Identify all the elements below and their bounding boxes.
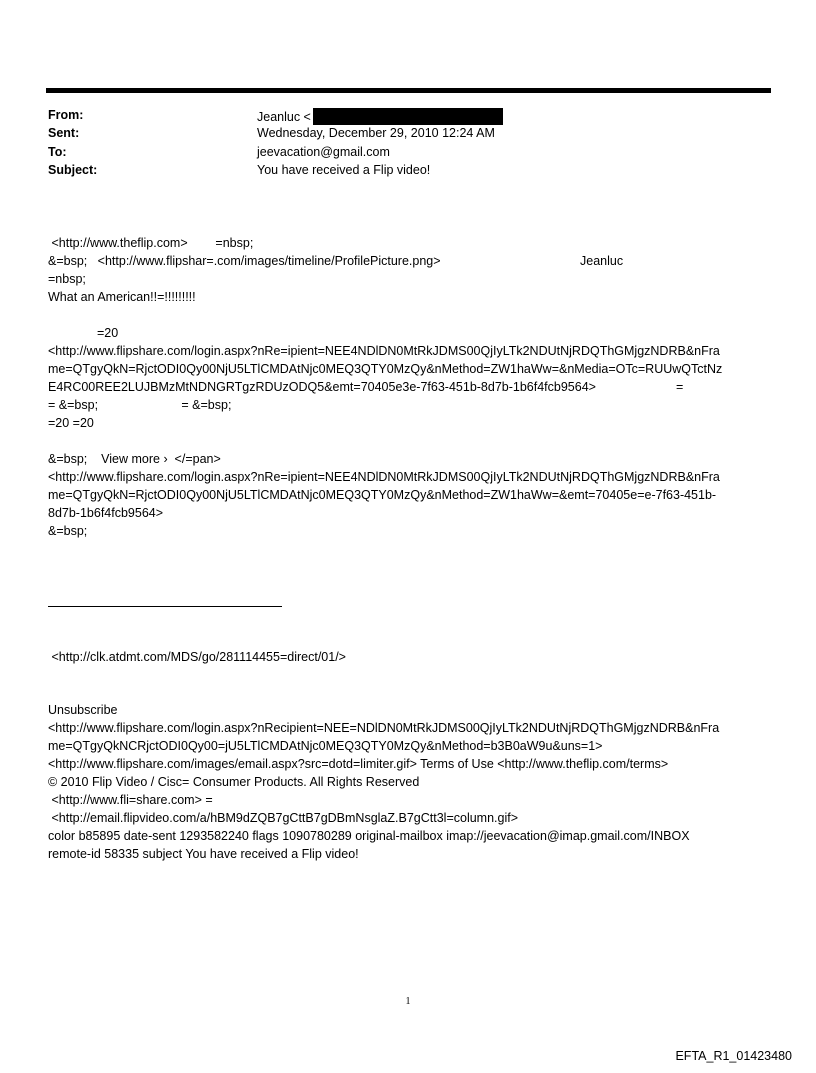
document-id: EFTA_R1_01423480 <box>675 1049 792 1063</box>
body-line: Jeanluc <box>580 254 624 268</box>
body-line: &=bsp; View more › </=pan> <box>48 452 221 466</box>
from-name: Jeanluc < <box>257 110 311 124</box>
body-line: What an American!!=!!!!!!!!! <box>48 290 196 304</box>
sent-value: Wednesday, December 29, 2010 12:24 AM <box>257 126 495 140</box>
body-line: &=bsp; <box>48 524 88 538</box>
subject-value: You have received a Flip video! <box>257 163 431 177</box>
subject-label: Subject: <box>48 163 98 177</box>
footer-line: color b85895 date-sent 1293582240 flags 1090780289 original-mailbox imap://jeevacation@imap.gmail.com/INBOX <box>48 829 690 843</box>
body-line: = <box>676 380 684 394</box>
body-line: =20 <box>97 326 119 340</box>
body-line: =20 =20 <box>48 416 94 430</box>
from-value <box>257 108 503 125</box>
page-number: 1 <box>405 996 411 1007</box>
footer-line: Unsubscribe <box>48 703 118 717</box>
footer-line: <http://www.fli=share.com> = <box>48 793 213 807</box>
footer-line: remote-id 58335 subject You have received a Flip video! <box>48 847 359 861</box>
top-rule <box>46 88 771 93</box>
to-label: To: <box>48 145 67 159</box>
redaction-box <box>313 108 503 125</box>
footer-line: <http://www.flipshare.com/images/email.aspx?src=dotd=limiter.gif> Terms of Use <http://www.theflip.com/terms> <box>48 757 669 771</box>
separator-line <box>48 606 282 607</box>
footer-line: <http://clk.atdmt.com/MDS/go/281114455=direct/01/> <box>48 650 346 664</box>
body-line: =nbsp; <box>48 272 86 286</box>
body-line: 8d7b-1b6f4fcb9564> <box>48 506 164 520</box>
body-line: <http://www.theflip.com> =nbsp; <box>48 236 254 250</box>
footer-line: <http://www.flipshare.com/login.aspx?nRecipient=NEE=NDlDN0MtRkJDMS00QjIyLTk2NDUtNjRDQThGMjgzNDRB&nFra <box>48 721 720 735</box>
footer-line: © 2010 Flip Video / Cisc= Consumer Products. All Rights Reserved <box>48 775 420 789</box>
body-line: E4RC00REE2LUJBMzMtNDNGRTgzRDUzODQ5&emt=70405e3e-7f63-451b-8d7b-1b6f4fcb9564> <box>48 380 596 394</box>
body-line: me=QTgyQkN=RjctODI0Qy00NjU5LTlCMDAtNjc0MEQ3QTY0MzQy&nMethod=ZW1haWw=&emt=70405e=e-7f63-451b- <box>48 488 717 502</box>
body-line: <http://www.flipshare.com/login.aspx?nRe=ipient=NEE4NDlDN0MtRkJDMS00QjIyLTk2NDUtNjRDQThGMjgzNDRB&nFra <box>48 470 720 484</box>
from-label: From: <box>48 108 84 122</box>
sent-label: Sent: <box>48 126 80 140</box>
body-line: = &=bsp; = &=bsp; <box>48 398 232 412</box>
footer-line: me=QTgyQkNCRjctODI0Qy00=jU5LTlCMDAtNjc0MEQ3QTY0MzQy&nMethod=b3B0aW9u&uns=1> <box>48 739 603 753</box>
body-line: me=QTgyQkN=RjctODI0Qy00NjU5LTlCMDAtNjc0MEQ3QTY0MzQy&nMethod=ZW1haWw=&nMedia=OTc=RUUwQTctNz <box>48 362 723 376</box>
body-line: <http://www.flipshare.com/login.aspx?nRe=ipient=NEE4NDlDN0MtRkJDMS00QjIyLTk2NDUtNjRDQThGMjgzNDRB&nFra <box>48 344 720 358</box>
body-line: &=bsp; <http://www.flipshar=.com/images/timeline/ProfilePicture.png> <box>48 254 441 268</box>
footer-line: <http://email.flipvideo.com/a/hBM9dZQB7gCttB7gDBmNsglaZ.B7gCtt3l=column.gif> <box>48 811 519 825</box>
to-value: jeevacation@gmail.com <box>257 145 390 159</box>
